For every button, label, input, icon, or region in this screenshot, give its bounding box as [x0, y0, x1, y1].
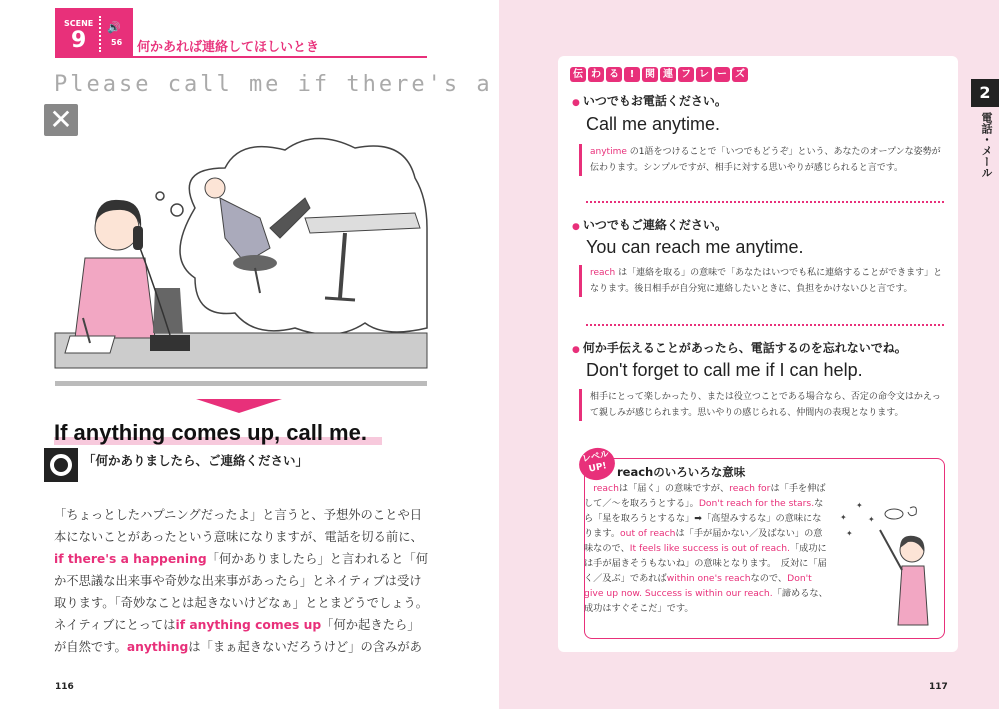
phrase-2-note-text: は「連絡を取る」の意味で「あなたはいつでも私に連絡することができます」となります。後日相手が自分宛に連絡したいときに、負担をかけないひと言です。 [590, 268, 943, 294]
heading-char: ズ [732, 67, 748, 82]
phrase-2-note [579, 265, 947, 297]
body-run: 「何か起きたら」が自然です。 [54, 618, 420, 654]
scene-badge [55, 8, 133, 56]
heading-char: わ [588, 67, 604, 82]
phrase-1-note-text: の1語をつけることで「いつでもどうぞ」という、あなたのオープンな姿勢が伝わります。シンプルですが、相手に対する思いやりが感じられると言です。 [590, 147, 941, 173]
level-run: 「諦めるな、成功はすぐそこだ」です。 [584, 588, 828, 614]
office-illustration [55, 128, 427, 368]
body-run: ネイティブにとっては [54, 596, 435, 632]
phrase-1-keyword: anytime [590, 147, 627, 157]
audio-track-number: 56 [111, 38, 123, 47]
scene-label: SCENE [64, 19, 94, 28]
svg-text:✦: ✦ [868, 515, 875, 524]
level-run: out of reach [620, 528, 676, 539]
heading-char: 連 [660, 67, 676, 82]
correct-phrase: If anything comes up, call me. [54, 420, 367, 445]
scene-rule [55, 56, 427, 58]
heading-char: 伝 [570, 67, 586, 82]
phrase-1-jp: ● いつでもお電話ください。 [572, 92, 727, 109]
body-run: 「何かありましたら」と言われると「何か不思議な出来事や奇妙な出来事があったら」とネイティブは受け取ります。「奇妙なことは起きないけどなぁ」ととまどうでしょう。 [54, 552, 429, 610]
divider-bar [55, 381, 427, 386]
level-run: reach for [729, 483, 771, 494]
level-run: は「手が届かない／及ばない」の意味なので、 [584, 528, 823, 554]
level-up-text [584, 481, 830, 616]
related-phrases-heading [570, 67, 748, 82]
wrong-mark-icon: ✕ [44, 104, 78, 136]
phrase-3-jp: ● 何か手伝えることがあったら、電話するのを忘れないでね。 [572, 339, 907, 356]
speaker-icon: 🔊 [107, 21, 121, 34]
body-run: if there's a happening [54, 552, 207, 566]
level-run: なので、 [750, 573, 788, 584]
down-arrow-icon [196, 399, 282, 413]
level-run: は「手を伸ばして／～を取ろうとする」。 [584, 483, 826, 509]
level-run: It feels like success is out of reach. [629, 543, 790, 554]
svg-text:✦: ✦ [840, 513, 847, 522]
phrase-2-jp: ● いつでもご連絡ください。 [572, 216, 727, 233]
svg-text:✦: ✦ [856, 501, 863, 510]
heading-char: ー [714, 67, 730, 82]
page-number-left: 116 [55, 682, 74, 692]
heading-char: レ [696, 67, 712, 82]
correct-mark-icon [44, 448, 78, 482]
level-run: なら「星を取ろうとするな」➡「高望みするな」の意味になります。 [584, 498, 824, 539]
svg-text:✦: ✦ [846, 529, 853, 538]
heading-char: る [606, 67, 622, 82]
phrase-separator [586, 201, 944, 203]
level-run: within one's reach [666, 573, 751, 584]
level-run [584, 483, 593, 494]
body-run: if anything comes up [175, 618, 322, 632]
body-run: 「ちょっとしたハプニングだったよ」と言うと、予想外のことや日本にないことがあったという意味になりますが、電話を切る前に、 [54, 508, 423, 544]
explanation-text [54, 504, 435, 658]
wrong-phrase: Please call me if there's a [54, 72, 493, 97]
level-up-title: reachのいろいろな意味 [617, 465, 746, 479]
phrase-3-note-text: 相手にとって楽しかったり、または役立つことである場合なら、否定の命令文はかえって親しみが感じられます。思いやりの感じられる、仲間内の表現となります。 [590, 392, 941, 418]
level-run: は「届く」の意味ですが、 [618, 483, 730, 494]
reaching-woman-illustration [838, 500, 942, 635]
chapter-label: 電話・メール [980, 112, 993, 178]
level-run: 「成功には手が届きそうもないね」の意味となります。 [584, 543, 827, 569]
scene-number: 9 [71, 28, 87, 53]
phrase-2-keyword: reach [590, 268, 616, 278]
phrase-3-note [579, 389, 947, 421]
body-run: は「まぁ起きないだろうけど」の含みがあ [188, 640, 422, 654]
body-run: anything [126, 640, 189, 654]
chapter-number-tab: 2 [971, 79, 999, 107]
level-run: Don't reach for the stars. [698, 498, 815, 509]
scene-divider [99, 16, 101, 52]
scene-title: 何かあれば連絡してほしいとき [137, 40, 320, 55]
phrase-1-en: Call me anytime. [586, 114, 721, 134]
page-number-right: 117 [929, 682, 948, 692]
phrase-2-en: You can reach me anytime. [586, 237, 804, 257]
level-up-badge: レベルUP! [576, 445, 618, 484]
level-run: 反対に「届く／及ぶ」であれば [584, 558, 827, 584]
level-run: Don't give up now. Success is within our reach. [584, 573, 812, 599]
heading-char: フ [678, 67, 694, 82]
phrase-1-note [579, 144, 947, 176]
phrase-separator [586, 324, 944, 326]
heading-char: 関 [642, 67, 658, 82]
phrase-3-en: Don't forget to call me if I can help. [586, 360, 863, 380]
level-run: reach [593, 483, 619, 494]
heading-char: ! [624, 67, 640, 82]
correct-translation: 「何かありましたら、ご連絡ください」 [83, 453, 309, 468]
